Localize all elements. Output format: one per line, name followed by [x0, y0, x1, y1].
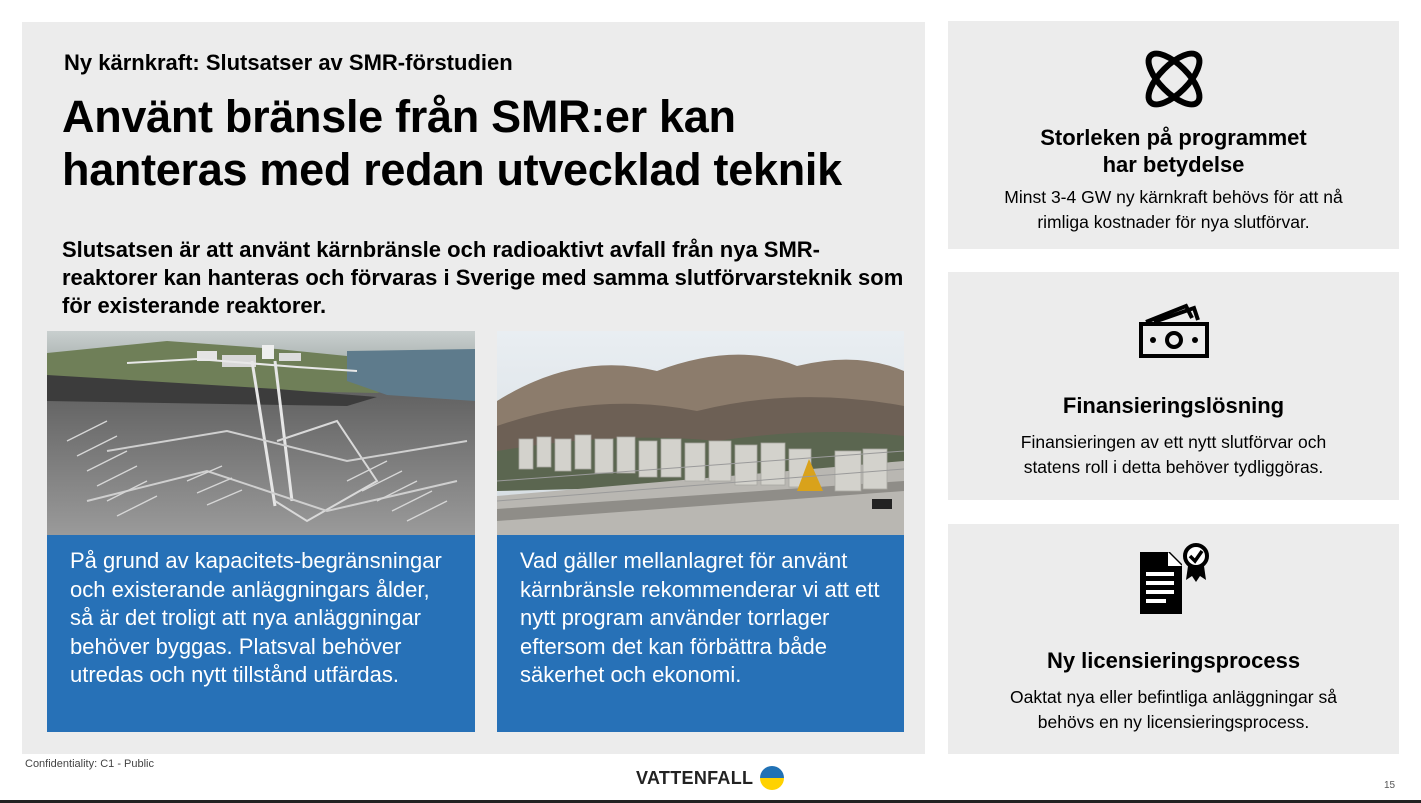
vattenfall-logo-icon: [759, 765, 785, 791]
underground-repository-image: [47, 331, 475, 535]
card-program-size-text-line-2: rimliga kostnader för nya slutförvar.: [1037, 212, 1310, 232]
conclusion-text: Slutsatsen är att använt kärnbränsle och radioaktivt avfall från nya SMR-reaktorer kan hanteras och förvaras i Sverige med samma slutförvarsteknik som för existerande reaktorer.: [62, 237, 904, 318]
card-licensing-title: [968, 647, 1379, 674]
caption-dry-storage: Vad gäller mellanlagret för använt kärnbränsle rekommenderar vi att ett nytt program använder torrlager eftersom det kan förbättra både säkerhet och ekonomi.: [497, 535, 904, 732]
slide-headline: [62, 90, 912, 196]
dry-cask-storage-photo: [497, 331, 904, 535]
money-icon: [1136, 300, 1212, 362]
underground-repository-illustration: [47, 331, 475, 535]
card-financing-text-line-2: statens roll i detta behöver tydliggöras.: [1023, 457, 1324, 477]
card-program-size: [948, 21, 1399, 249]
atom-icon: [1138, 43, 1210, 115]
confidentiality-label: Confidentiality: C1 - Public: [25, 758, 155, 770]
page-number: 15: [1384, 780, 1396, 791]
headline-line-1: Använt bränsle från SMR:er kan: [62, 91, 736, 142]
card-program-size-text-line-1: Minst 3-4 GW ny kärnkraft behövs för att nå: [1004, 187, 1343, 207]
card-licensing-text: [968, 685, 1379, 735]
caption-repository: På grund av kapacitets-begränsningar och existerande anläggningars ålder, så är det troligt att nya anläggningar behöver byggas. Platsval behöver utredas och nytt tillstånd utfärdas.: [47, 535, 475, 732]
card-licensing: [948, 524, 1399, 754]
dry-cask-storage-image: [497, 331, 904, 535]
card-financing: [948, 272, 1399, 500]
slide-kicker: Ny kärnkraft: Slutsatser av SMR-förstudien: [64, 50, 513, 75]
certified-document-icon: [1134, 542, 1214, 618]
main-content-panel: [22, 22, 925, 754]
card-financing-text: [968, 430, 1379, 480]
card-financing-text-line-1: Finansieringen av ett nytt slutförvar och: [1020, 432, 1327, 452]
card-program-size-title-line-2: har betydelse: [1102, 152, 1245, 177]
card-licensing-title-line-1: Ny licensieringsprocess: [1046, 648, 1301, 673]
card-financing-title: [968, 392, 1379, 419]
card-program-size-title-line-1: Storleken på programmet: [1040, 125, 1307, 150]
card-program-size-title: [968, 124, 1379, 178]
card-financing-title-line-1: Finansieringslösning: [1062, 393, 1285, 418]
card-licensing-text-line-1: Oaktat nya eller befintliga anläggningar så: [1010, 687, 1337, 707]
card-licensing-text-line-2: behövs en ny licensieringsprocess.: [1037, 712, 1310, 732]
card-program-size-text: [968, 185, 1379, 235]
brand-logo: [636, 765, 785, 791]
headline-line-2: hanteras med redan utvecklad teknik: [62, 144, 842, 195]
brand-name: VATTENFALL: [636, 767, 754, 788]
